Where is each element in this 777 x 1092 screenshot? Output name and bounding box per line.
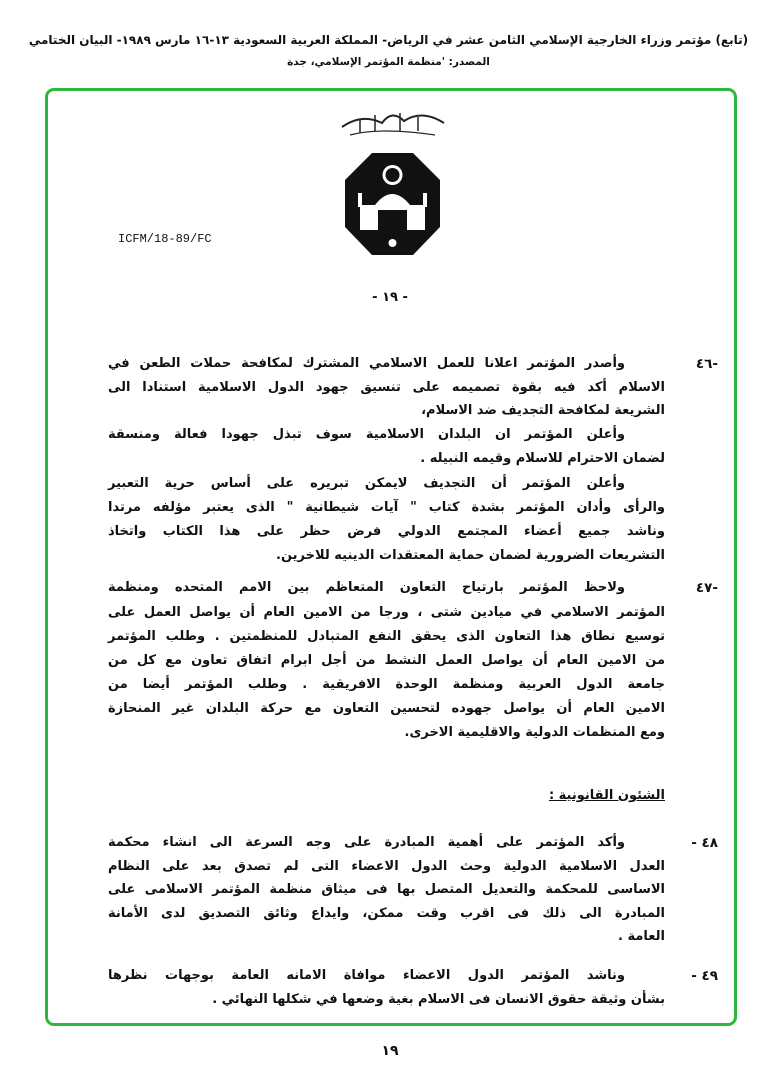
- page-number: ١٩: [381, 1043, 399, 1059]
- paragraph-line: وأعلن المؤتمر ان البلدان الاسلامية سوف تبذل جهودا فعالة ومنسقة: [108, 427, 625, 442]
- paragraph-line: لضمان الاحترام للاسلام وقيمه النبيله .: [420, 451, 665, 466]
- paragraph-line: المؤتمر الاسلامي في ميادين شتى ، ورجا من الامين العام أن يواصل العمل على: [108, 605, 665, 620]
- paragraph-line: جامعة الدول العربية ومنظمة الوحدة الافريقية . وطلب المؤتمر أيضا من: [108, 677, 665, 692]
- paragraph-line: توسيع نطاق هذا التعاون الذى يحقق النفع المتبادل للمنظمتين . وطلب المؤتمر: [108, 629, 665, 644]
- paragraph-line: التشريعات الضرورية لضمان حماية المعتقدات الدينيه للاخرين.: [276, 548, 665, 563]
- paragraph-line: ومع المنظمات الدولية والاقليمية الاخرى.: [404, 725, 665, 740]
- paragraph-line: والرأى وأدان المؤتمر بشدة كتاب " آيات شيطانية " الذى يعتبر مؤلفه مرتدا: [108, 500, 665, 515]
- paragraph-line: وناشد المؤتمر الدول الاعضاء موافاة الامانه العامة بوجهات نظرها: [108, 968, 625, 983]
- document-reference: ICFM/18-89/FC: [118, 232, 212, 246]
- paragraph-line: العدل الاسلامية الدولية وحث الدول الاعضاء التى لم تصدق بعد على النظام: [108, 859, 665, 874]
- paragraph-number: ٤٨ -: [691, 835, 718, 851]
- paragraph-line: الاسلام أكد فيه بقوة تصميمه على تنسيق جهود الدول الاسلامية استنادا الى: [108, 380, 665, 395]
- paragraph-line: الشريعة لمكافحة التجديف ضد الاسلام،: [421, 403, 665, 418]
- paragraph-line: الاساسى للمحكمة والتعديل المتصل بها فى ميثاق منظمة المؤتمر الاسلامى على: [108, 882, 665, 897]
- document-header: [10, 32, 767, 71]
- paragraph-line: وأصدر المؤتمر اعلانا للعمل الاسلامي المشترك لمكافحة حملات الطعن في: [108, 356, 625, 371]
- paragraph-number: ٤٩ -: [691, 968, 718, 984]
- section-heading-text: الشئون القانونية :: [548, 788, 665, 803]
- paragraph-line: ولاحظ المؤتمر بارتياح التعاون المتعاظم بين الامم المتحده ومنظمة: [108, 580, 625, 595]
- section-heading: [450, 788, 665, 803]
- paragraph-line: وناشد جميع أعضاء المجتمع الدولي فرض حظر على هذا الكتاب واتخاذ: [108, 524, 665, 539]
- paragraph-number: -٤٧: [695, 580, 718, 596]
- paragraph-line: وأكد المؤتمر على أهمية المبادرة على وجه السرعة الى انشاء محكمة: [108, 835, 625, 850]
- oic-emblem-logo: [330, 105, 455, 260]
- paragraph-line: وأعلن المؤتمر أن التجديف لايمكن تبريره على أساس حرية التعبير: [108, 476, 625, 491]
- page-marker: - ١٩ -: [372, 290, 408, 305]
- paragraph-line: المبادرة الى ذلك فى اقرب وقت ممكن، وايداع وثائق التصديق لدى الأمانة: [108, 906, 665, 921]
- document-title: (تابع) مؤتمر وزراء الخارجية الإسلامي الثامن عشر في الرياض- المملكة العربية السعودية ١٣-١٦ مارس ١٩٨٩- البيان الختامي: [28, 33, 749, 47]
- paragraph-line: من الامين العام أن يواصل العمل النشط من أجل ابرام اتفاق تعاون مع كل من: [108, 653, 665, 668]
- paragraph-line: الامين العام أن يواصل جهوده لتحسين التعاون مع حركة البلدان غير المنحازة: [108, 701, 665, 716]
- paragraph-line: بشأن وثيقة حقوق الانسان فى الاسلام بغية وضعها في شكلها النهائي .: [212, 992, 665, 1007]
- document-source: المصدر: 'منظمة المؤتمر الإسلامي، جدة: [287, 56, 490, 68]
- paragraph-number: -٤٦: [695, 356, 718, 372]
- paragraph-line: العامة .: [618, 929, 665, 944]
